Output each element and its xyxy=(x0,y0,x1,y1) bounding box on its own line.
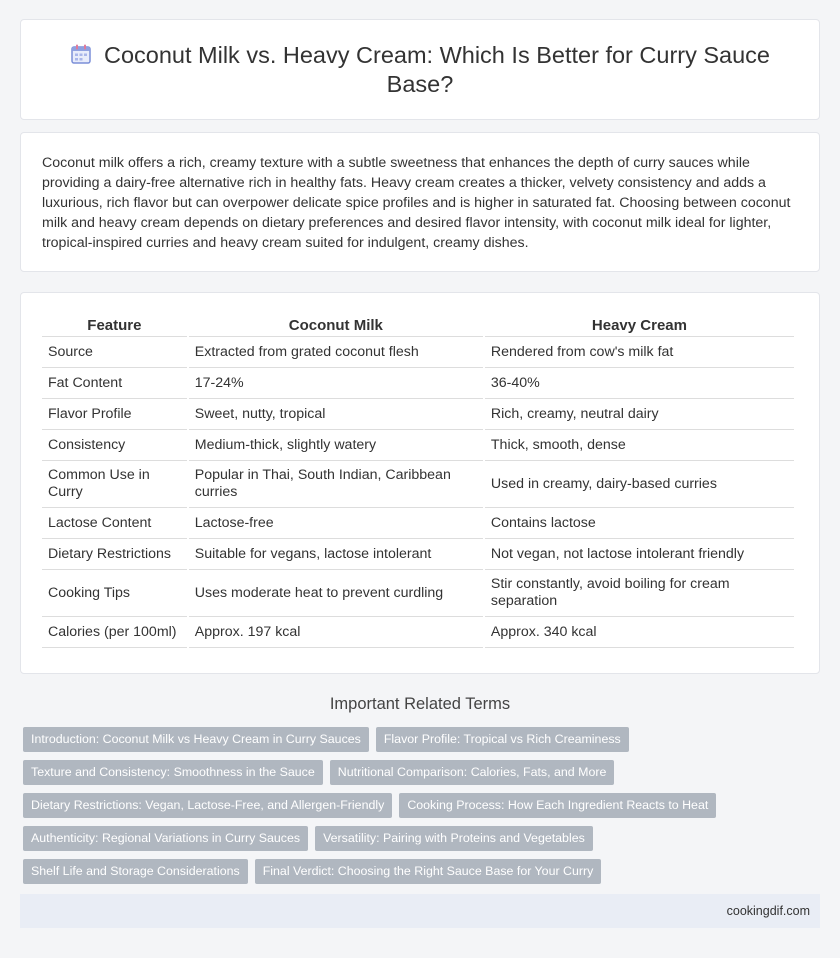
table-row xyxy=(42,461,794,508)
related-term-tag[interactable]: Nutritional Comparison: Calories, Fats, and More xyxy=(330,760,615,785)
intro-paragraph: Coconut milk offers a rich, creamy texture with a subtle sweetness that enhances the depth of curry sauces while providing a dairy-free alternative rich in healthy fats. Heavy cream creates a thicker, velvety consistency and adds a luxurious, rich flavor but can overpower delicate spice profiles and is higher in saturated fat. Choosing between coconut milk and heavy cream depends on dietary preferences and desired flavor intensity, with coconut milk ideal for lighter, tropical-inspired curries and heavy cream suited for indulgent, creamy dishes. xyxy=(42,155,791,251)
feature-cell: Lactose Content xyxy=(42,508,187,539)
related-term-tag[interactable]: Versatility: Pairing with Proteins and Vegetables xyxy=(315,826,593,851)
cream-cell: Approx. 340 kcal xyxy=(485,617,794,648)
page-title xyxy=(51,41,789,99)
cream-cell: Used in creamy, dairy-based curries xyxy=(485,461,794,508)
header-feature: Feature xyxy=(42,313,187,337)
cream-cell: Stir constantly, avoid boiling for cream separation xyxy=(485,570,794,617)
related-term-tag[interactable]: Flavor Profile: Tropical vs Rich Creaminess xyxy=(376,727,629,752)
comparison-table xyxy=(40,313,796,648)
header-card xyxy=(20,19,820,120)
cream-cell: Thick, smooth, dense xyxy=(485,430,794,461)
feature-cell: Fat Content xyxy=(42,368,187,399)
coconut-cell: 17-24% xyxy=(189,368,483,399)
related-term-tag[interactable]: Cooking Process: How Each Ingredient Reacts to Heat xyxy=(399,793,716,818)
feature-cell: Calories (per 100ml) xyxy=(42,617,187,648)
coconut-cell: Approx. 197 kcal xyxy=(189,617,483,648)
feature-cell: Dietary Restrictions xyxy=(42,539,187,570)
table-row xyxy=(42,570,794,617)
footer xyxy=(20,894,820,928)
feature-cell: Flavor Profile xyxy=(42,399,187,430)
coconut-cell: Sweet, nutty, tropical xyxy=(189,399,483,430)
table-row xyxy=(42,508,794,539)
feature-cell: Cooking Tips xyxy=(42,570,187,617)
related-term-tag[interactable]: Dietary Restrictions: Vegan, Lactose-Free, and Allergen-Friendly xyxy=(23,793,392,818)
cream-cell: Rendered from cow's milk fat xyxy=(485,337,794,368)
related-term-tag[interactable]: Authenticity: Regional Variations in Curry Sauces xyxy=(23,826,308,851)
calendar-icon xyxy=(70,43,92,65)
table-row xyxy=(42,617,794,648)
coconut-cell: Lactose-free xyxy=(189,508,483,539)
table-row xyxy=(42,399,794,430)
coconut-cell: Uses moderate heat to prevent curdling xyxy=(189,570,483,617)
related-term-tag[interactable]: Introduction: Coconut Milk vs Heavy Cream in Curry Sauces xyxy=(23,727,369,752)
coconut-cell: Popular in Thai, South Indian, Caribbean curries xyxy=(189,461,483,508)
related-term-tag[interactable]: Texture and Consistency: Smoothness in the Sauce xyxy=(23,760,323,785)
cream-cell: Rich, creamy, neutral dairy xyxy=(485,399,794,430)
footer-site-link[interactable]: cookingdif.com xyxy=(726,904,810,918)
table-header-row xyxy=(42,313,794,337)
title-text: Coconut Milk vs. Heavy Cream: Which Is Better for Curry Sauce Base? xyxy=(103,41,771,97)
feature-cell: Source xyxy=(42,337,187,368)
header-heavy-cream: Heavy Cream xyxy=(485,313,794,337)
coconut-cell: Extracted from grated coconut flesh xyxy=(189,337,483,368)
feature-cell: Consistency xyxy=(42,430,187,461)
related-term-tag[interactable]: Final Verdict: Choosing the Right Sauce Base for Your Curry xyxy=(255,859,602,884)
table-row xyxy=(42,368,794,399)
coconut-cell: Medium-thick, slightly watery xyxy=(189,430,483,461)
table-row xyxy=(42,337,794,368)
table-row xyxy=(42,539,794,570)
table-row xyxy=(42,430,794,461)
cream-cell: Not vegan, not lactose intolerant friendly xyxy=(485,539,794,570)
coconut-cell: Suitable for vegans, lactose intolerant xyxy=(189,539,483,570)
header-coconut-milk: Coconut Milk xyxy=(189,313,483,337)
comparison-table-card xyxy=(20,292,820,674)
related-terms-heading: Important Related Terms xyxy=(329,695,511,713)
related-terms-list xyxy=(23,727,813,884)
cream-cell: 36-40% xyxy=(485,368,794,399)
related-term-tag[interactable]: Shelf Life and Storage Considerations xyxy=(23,859,248,884)
cream-cell: Contains lactose xyxy=(485,508,794,539)
feature-cell: Common Use in Curry xyxy=(42,461,187,508)
intro-card xyxy=(20,132,820,272)
